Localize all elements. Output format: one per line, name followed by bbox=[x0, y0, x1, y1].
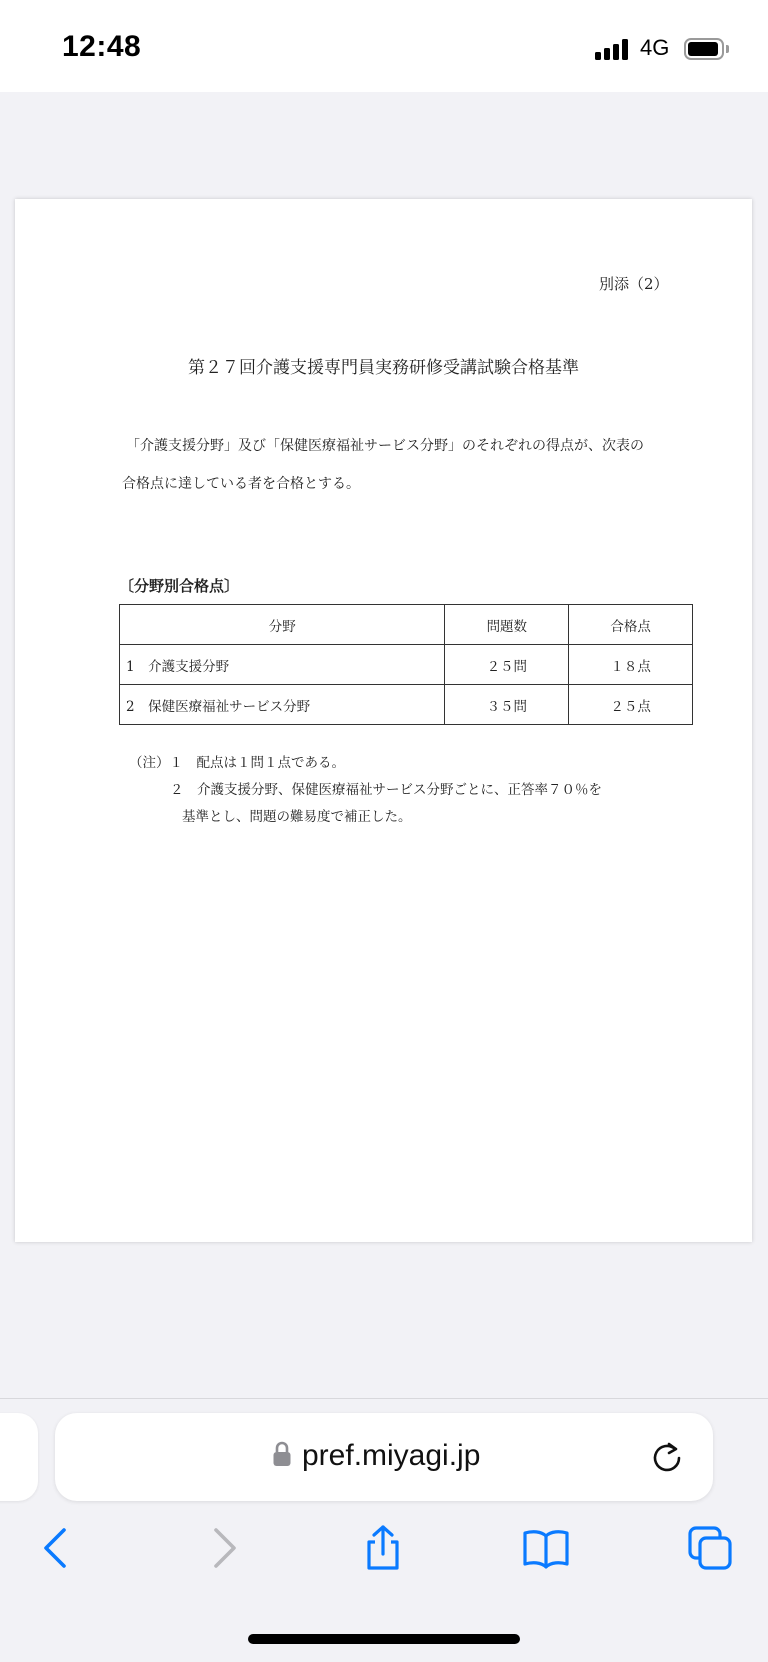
row-questions: ３５問 bbox=[445, 685, 569, 725]
table-row bbox=[120, 685, 693, 725]
header-field: 分野 bbox=[120, 605, 445, 645]
row-passing: ２５点 bbox=[569, 685, 693, 725]
address-bar[interactable] bbox=[55, 1413, 713, 1501]
intro-line-1: 「介護支援分野」及び「保健医療福祉サービス分野」のそれぞれの得点が、次表の bbox=[126, 438, 644, 454]
row-field: 1 介護支援分野 bbox=[120, 645, 445, 685]
table-header-row bbox=[120, 605, 693, 645]
table-row bbox=[120, 645, 693, 685]
battery-icon bbox=[684, 38, 724, 60]
battery-cap bbox=[726, 45, 729, 53]
share-icon[interactable] bbox=[359, 1524, 407, 1572]
passing-score-table bbox=[119, 604, 693, 725]
document-page bbox=[15, 199, 752, 1242]
network-type: 4G bbox=[640, 35, 670, 60]
note-line: ２ 介護支援分野、保健医療福祉サービス分野ごとに、正答率７０％を bbox=[170, 782, 602, 798]
lock-icon bbox=[272, 1441, 292, 1467]
bookmarks-icon[interactable] bbox=[522, 1524, 570, 1572]
row-passing: １８点 bbox=[569, 645, 693, 685]
signal-icon bbox=[595, 38, 631, 60]
header-passing: 合格点 bbox=[569, 605, 693, 645]
row-field: 2 保健医療福祉サービス分野 bbox=[120, 685, 445, 725]
note-line: （注）１ 配点は１問１点である。 bbox=[129, 755, 345, 771]
header-questions: 問題数 bbox=[445, 605, 569, 645]
url-text[interactable]: pref.miyagi.jp bbox=[302, 1439, 481, 1472]
forward-icon[interactable] bbox=[198, 1524, 246, 1572]
attachment-label: 別添（2） bbox=[599, 275, 669, 293]
tabs-icon[interactable] bbox=[686, 1524, 734, 1572]
status-time: 12:48 bbox=[62, 30, 142, 63]
reload-icon[interactable] bbox=[649, 1439, 685, 1475]
back-icon[interactable] bbox=[34, 1524, 82, 1572]
note-line: 基準とし、問題の難易度で補正した。 bbox=[182, 809, 412, 825]
row-questions: ２５問 bbox=[445, 645, 569, 685]
previous-tab-preview[interactable] bbox=[0, 1413, 38, 1501]
section-title: 〔分野別合格点〕 bbox=[119, 577, 240, 595]
status-bar bbox=[0, 0, 768, 92]
document-title: 第２７回介護支援専門員実務研修受講試験合格基準 bbox=[188, 358, 579, 378]
intro-line-2: 合格点に達している者を合格とする。 bbox=[122, 476, 360, 492]
home-indicator bbox=[248, 1634, 520, 1644]
